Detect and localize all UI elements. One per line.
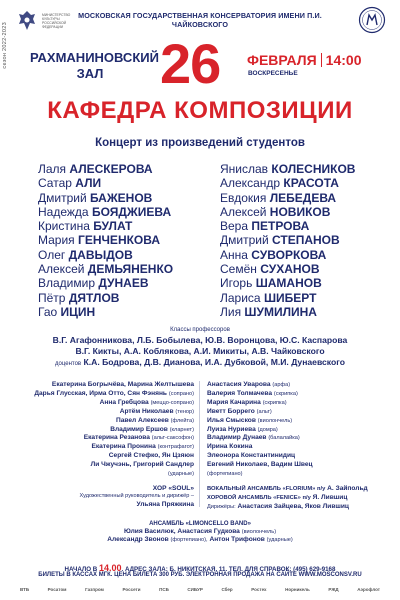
- student-item: Лия ШУМИЛИНА: [220, 304, 317, 319]
- performer-row: Владимир Ершов (кларнет): [110, 425, 194, 433]
- performer-row: Иветт Боррего (альт): [207, 407, 272, 415]
- performer-row: Анастасия Уварова (арфа): [207, 381, 291, 388]
- conservatory-logo-icon: [358, 6, 386, 34]
- ensemble-florium: ВОКАЛЬНЫЙ АНСАМБЛЬ «FLORIUM» п/у А. Зайпольд: [207, 484, 368, 492]
- performer-row: Мария Качарина (скрипка): [207, 398, 287, 406]
- footer-start-time: 14.00: [98, 563, 122, 573]
- performer-row: Илья Смысков (виолончель): [207, 416, 293, 424]
- student-item: Владимир ДУНАЕВ: [38, 276, 149, 291]
- sponsor-logo: Сбер: [221, 586, 233, 592]
- students-list-left: [38, 162, 173, 319]
- performer-row: Владимир Дунаев (балалайка): [207, 434, 300, 442]
- performer-row: Ли Чжучэнь, Григорий Сандлер: [90, 461, 194, 469]
- footer-address: НАЧАЛО В 14.00. АДРЕС ЗАЛА: Б. НИКИТСКАЯ, 11. ТЕЛ. ДЛЯ СПРАВОК: (495) 629-9168: [64, 563, 336, 573]
- performer-row: Элеонора Константинидиц: [207, 452, 296, 460]
- performer-row: Екатерина Богрычёва, Марина Желтышева: [51, 381, 194, 388]
- performer-row: Валерия Толмачева (скрипка): [207, 389, 298, 397]
- hall-name: [30, 50, 159, 82]
- season-label: сезон 2022-2023: [2, 22, 8, 69]
- footer-tickets: БИЛЕТЫ В КАССАХ МГК. ЦЕНА БИЛЕТА 300 РУБ. ЭЛЕКТРОННАЯ ПРОДАЖА НА САЙТЕ WWW.MOSCONSV.RU: [38, 572, 362, 578]
- hall-line-2: ЗАЛ: [76, 66, 104, 81]
- professors-line-3: [0, 357, 400, 367]
- professors-line-1: В.Г. Агафонникова, Л.Б. Бобылева, Ю.В. Воронцова, Ю.С. Каспарова: [52, 335, 348, 345]
- professors-heading: Классы профессоров: [170, 327, 230, 333]
- sponsor-logo: ВТБ: [20, 586, 30, 592]
- performer-row: Артём Николаев (тенор): [119, 407, 194, 415]
- date-month-time: [247, 52, 361, 68]
- date-day: 26: [160, 32, 221, 95]
- student-item: Лариса ШИБЕРТ: [220, 290, 317, 305]
- sponsor-logo: Норникель: [285, 586, 310, 592]
- performer-row: Екатерина Пронина (контрафагот): [91, 443, 194, 451]
- choir-soul-name: ХОР «SOUL»: [152, 484, 194, 492]
- sponsor-logo: Ростех: [251, 586, 267, 592]
- performer-row: Екатерина Резанова (альт-саксофон): [83, 434, 194, 442]
- limoncello-name: АНСАМБЛЬ «LIMONCELLO BAND»: [149, 521, 251, 527]
- student-item: Дмитрий БАЖЕНОВ: [38, 190, 153, 205]
- student-item: Анна СУВОРКОВА: [220, 247, 327, 262]
- students-list-right: [220, 162, 355, 319]
- event-subtitle: Концерт из произведений студентов: [95, 137, 305, 149]
- sponsor-logo: Аэрофлот: [357, 586, 380, 592]
- student-item: Гао ИЦИН: [38, 304, 96, 319]
- limoncello-block: [0, 520, 400, 544]
- limoncello-line-2: Александр Звонов (фортепиано), Антон Трифонов (ударные): [107, 536, 293, 543]
- choir-soul-director: Ульяна Пряжкина: [136, 500, 194, 508]
- sponsor-logo: Россети: [122, 586, 141, 592]
- sponsor-logo: Росатом: [47, 586, 67, 592]
- performer-row: Луиза Нуриева (домра): [207, 425, 278, 433]
- student-item: Александр КРАСОТА: [220, 176, 339, 191]
- sponsor-logo: ПСБ: [159, 586, 169, 592]
- ministry-emblem-icon: [14, 8, 40, 34]
- performer-row: Сергей Стефко, Ян Цзяюн: [108, 452, 194, 460]
- performer-row: Евгений Николаев, Вадим Швец: [207, 461, 313, 469]
- performer-row: Павел Алексеев (флейта): [115, 416, 194, 424]
- sponsor-logo: РЖД: [328, 586, 339, 592]
- sponsor-logo: СИБУР: [187, 586, 203, 592]
- performers-right: [207, 381, 397, 512]
- hall-line-1: РАХМАНИНОВСКИЙ: [30, 50, 159, 65]
- event-title: КАФЕДРА КОМПОЗИЦИИ: [47, 97, 353, 124]
- ministry-label: МИНИСТЕРСТВО КУЛЬТУРЫ РОССИЙСКОЙ ФЕДЕРАЦИИ: [42, 13, 71, 29]
- column-divider: [199, 381, 200, 507]
- performer-row: Ирина Кокина: [207, 443, 253, 451]
- student-item: Алексей ДЕМЬЯНЕНКО: [38, 262, 174, 277]
- student-item: Сатар АЛИ: [38, 176, 102, 191]
- sponsor-logo: Газпром: [85, 586, 104, 592]
- date-month: ФЕВРАЛЯ: [247, 52, 317, 68]
- date-time: 14:00: [325, 52, 362, 68]
- student-item: Лаля АЛЕСКЕРОВА: [38, 162, 153, 176]
- conservatory-name: МОСКОВСКАЯ ГОСУДАРСТВЕННАЯ КОНСЕРВАТОРИЯ ИМЕНИ П.И. ЧАЙКОВСКОГО: [78, 11, 322, 29]
- performer-row: Дарья Глусская, Ирма Отто, Сян Фэнянь (сопрано): [34, 389, 194, 397]
- date-separator: [321, 53, 322, 67]
- limoncello-line-1: Юлия Василюк, Анастасия Гудкова (виолончель): [123, 528, 277, 535]
- student-item: Олег ДАВЫДОВ: [38, 247, 133, 262]
- student-item: Янислав КОЛЕСНИКОВ: [220, 162, 356, 176]
- professors-line-2: В.Г. Кикты, А.А. Коблякова, А.И. Микиты, А.В. Чайковского: [75, 346, 325, 356]
- date-weekday: ВОСКРЕСЕНЬЕ: [248, 70, 298, 77]
- student-item: Кристина БУЛАТ: [38, 219, 133, 234]
- ensemble-fenice: ХОРОВОЙ АНСАМБЛЬ «FENICE» п/у Я. Лившиц: [207, 493, 348, 501]
- choir-soul-director-label: Художественный руководитель и дирижёр –: [79, 492, 194, 499]
- student-item: Алексей НОВИКОВ: [220, 204, 331, 219]
- sponsors-row: [20, 584, 380, 594]
- docents-names: К.А. Бодрова, Д.В. Дианова, И.А. Дубковой, М.И. Дунаевского: [83, 357, 345, 367]
- student-item: Евдокия ЛЕБЕДЕВА: [220, 190, 337, 205]
- performer-row: (ударные): [167, 471, 194, 478]
- student-item: Дмитрий СТЕПАНОВ: [220, 233, 340, 248]
- performers-left: [0, 381, 194, 509]
- docents-prefix: доцентов: [55, 361, 82, 367]
- student-item: Вера ПЕТРОВА: [220, 219, 310, 234]
- ensemble-conductors: Дирижёры: Анастасия Зайцева, Яков Лившиц: [207, 502, 349, 510]
- performer-row: Анна Гребцова (меццо-сопрано): [99, 398, 194, 406]
- student-item: Мария ГЕНЧЕНКОВА: [38, 233, 160, 248]
- student-item: Игорь ШАМАНОВ: [220, 276, 322, 291]
- student-item: Надежда БОЯДЖИЕВА: [38, 204, 172, 219]
- student-item: Семён СУХАНОВ: [220, 262, 320, 277]
- performer-row: (фортепиано): [207, 471, 243, 478]
- student-item: Пётр ДЯТЛОВ: [38, 290, 120, 305]
